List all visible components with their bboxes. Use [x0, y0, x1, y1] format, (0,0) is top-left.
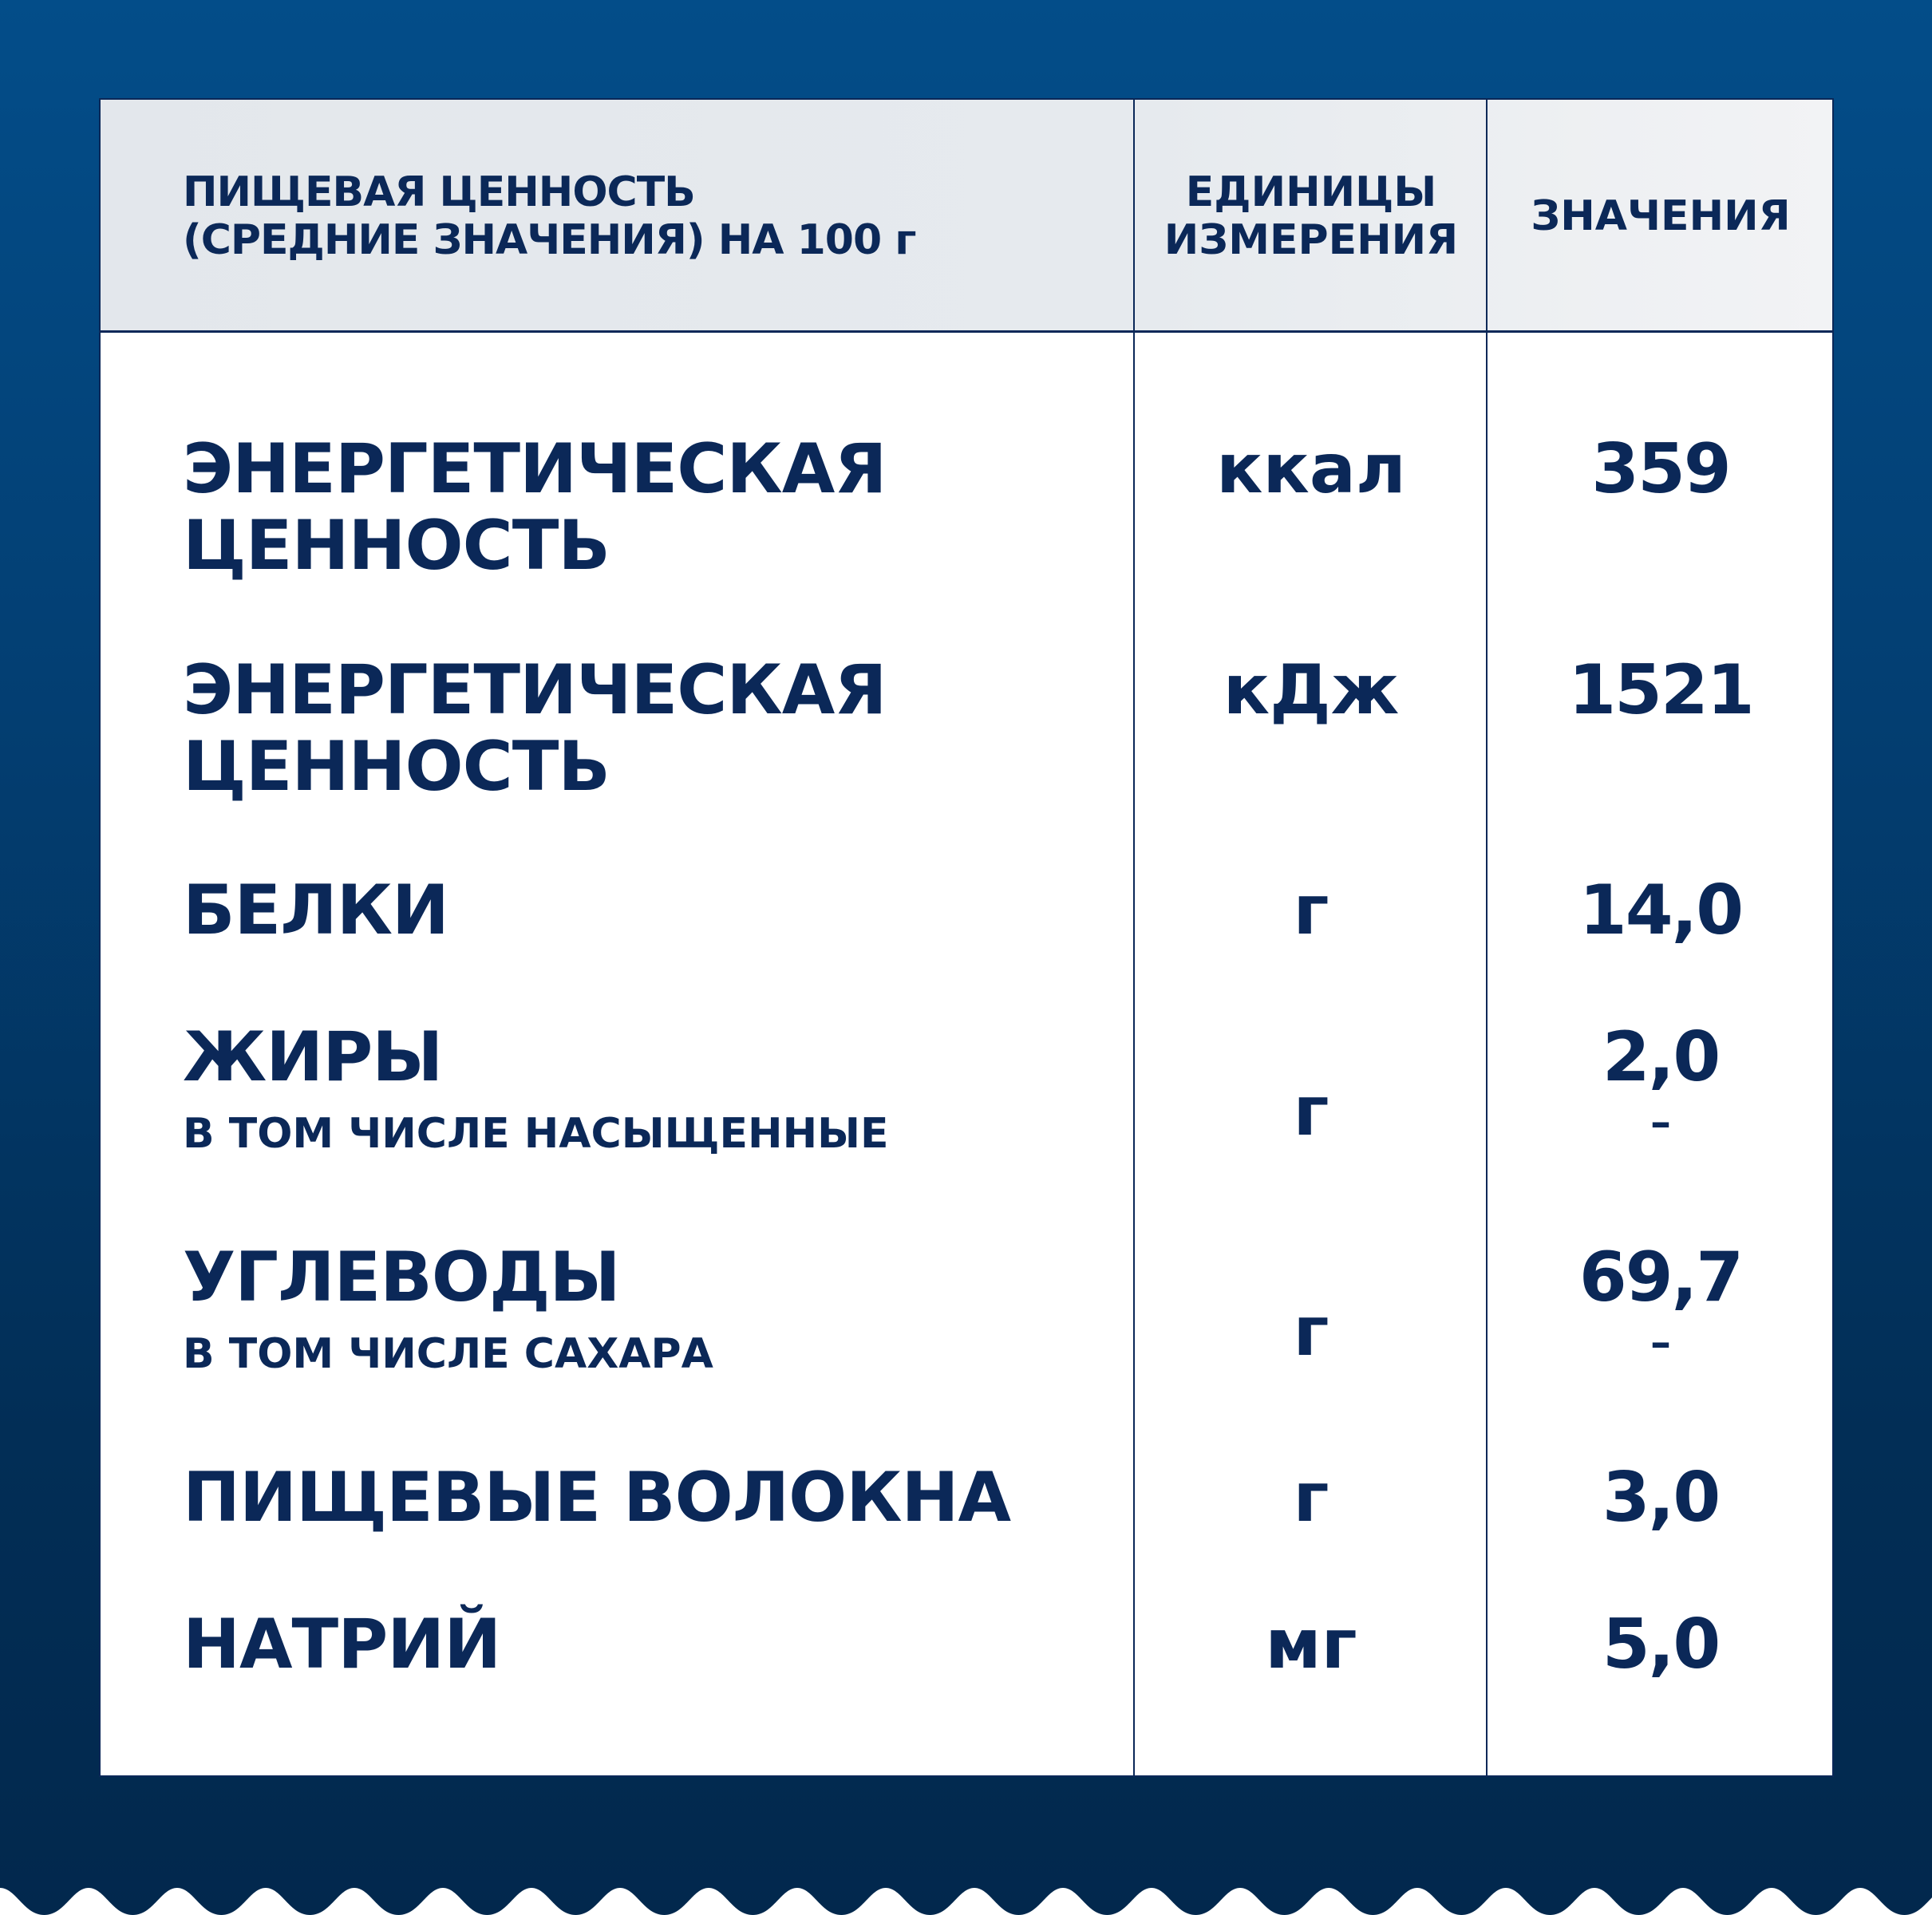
- value: 359: [1591, 429, 1730, 509]
- unit: г: [1293, 1292, 1329, 1372]
- nutrient-name-line: ЭНЕРГЕТИЧЕСКАЯ: [183, 650, 887, 730]
- unit: мг: [1265, 1605, 1357, 1684]
- nutrient-name: [183, 652, 886, 805]
- nutrient-name-line: ЦЕННОСТЬ: [183, 506, 610, 586]
- scalloped-edge-decoration: [0, 1888, 1932, 1915]
- header-values: ЗНАЧЕНИЯ: [1531, 192, 1791, 240]
- nutrient-name: [183, 431, 886, 584]
- value: 69,7: [1578, 1238, 1743, 1317]
- nutrient-name-line: ЦЕННОСТЬ: [183, 727, 610, 807]
- nutrient-subname: В ТОМ ЧИСЛЕ НАСЫЩЕННЫЕ: [183, 1110, 889, 1158]
- header-line: ПИЩЕВАЯ ЦЕННОСТЬ: [183, 168, 695, 216]
- unit: кДж: [1223, 650, 1400, 730]
- nutrient-name: НАТРИЙ: [183, 1605, 501, 1684]
- value: 14,0: [1578, 871, 1743, 950]
- nutrient-name: ПИЩЕВЫЕ ВОЛОКНА: [183, 1458, 1011, 1538]
- header-nutrition-value: [183, 168, 915, 264]
- table-header: [101, 100, 1832, 333]
- header-line: ЕДИНИЦЫ: [1185, 168, 1437, 216]
- nutrient-subname: В ТОМ ЧИСЛЕ САХАРА: [183, 1330, 713, 1378]
- value: 2,0: [1602, 1017, 1720, 1097]
- nutrient-name: БЕЛКИ: [183, 871, 448, 950]
- header-line: (СРЕДНИЕ ЗНАЧЕНИЯ) НА 100 г: [183, 216, 916, 264]
- unit: ккал: [1216, 429, 1406, 509]
- unit: г: [1293, 1458, 1329, 1538]
- nutrient-name-line: ЭНЕРГЕТИЧЕСКАЯ: [183, 429, 887, 509]
- unit: г: [1293, 871, 1329, 950]
- sub-value: –: [1650, 1099, 1671, 1147]
- header-line: ИЗМЕРЕНИЯ: [1164, 216, 1459, 264]
- sub-value: –: [1650, 1319, 1671, 1367]
- header-units: [1135, 168, 1488, 264]
- unit: г: [1293, 1072, 1329, 1151]
- value: 1521: [1568, 650, 1753, 730]
- nutrient-name: ЖИРЫ: [183, 1017, 443, 1097]
- nutrient-name: УГЛЕВОДЫ: [183, 1238, 620, 1317]
- value: 3,0: [1602, 1458, 1720, 1538]
- value: 5,0: [1602, 1605, 1720, 1684]
- nutrition-table: [99, 98, 1834, 1777]
